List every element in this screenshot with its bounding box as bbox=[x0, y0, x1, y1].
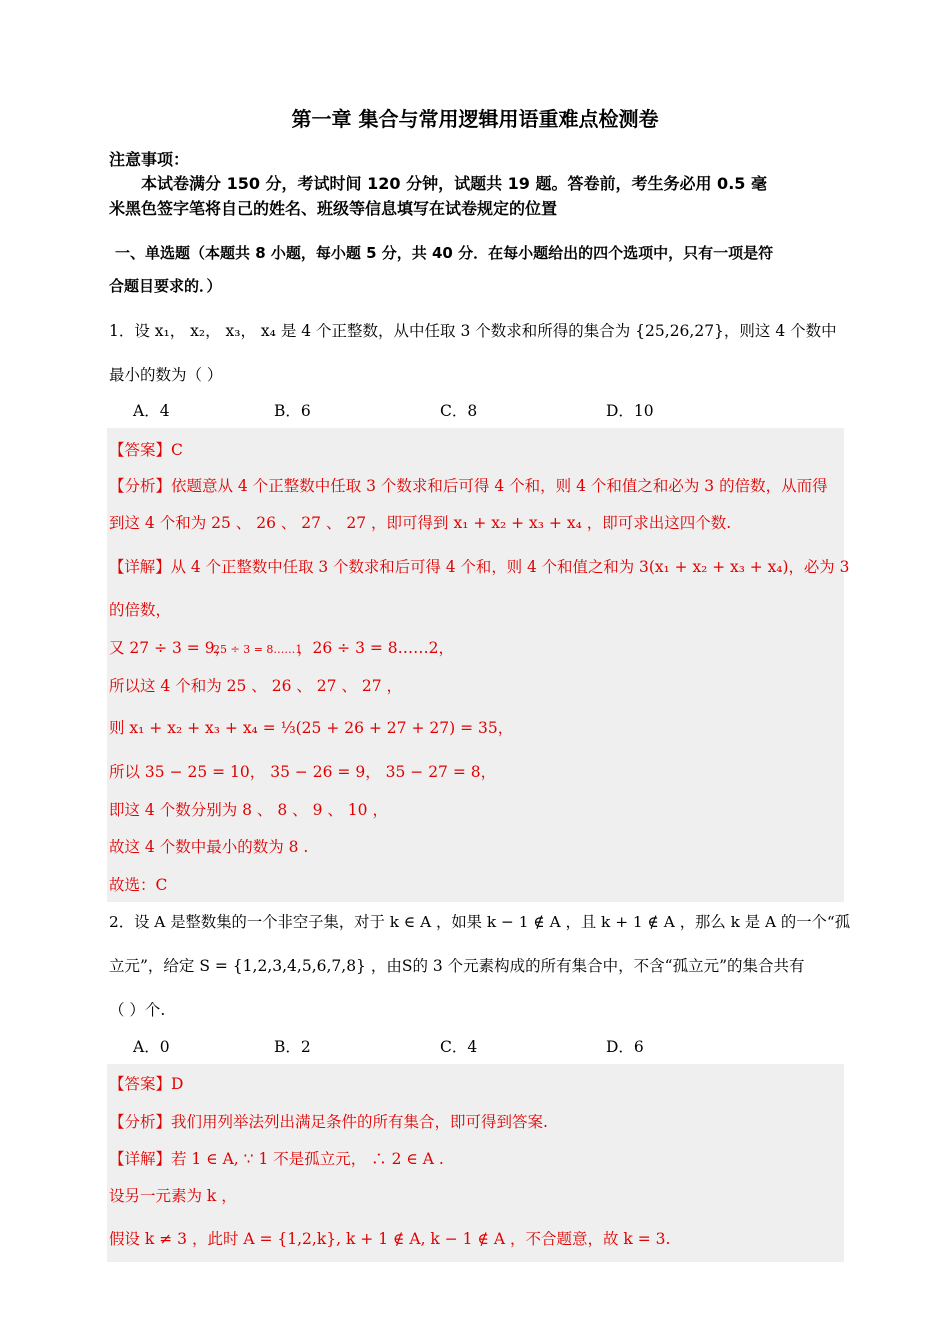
q1-analysis-line-2: 到这 4 个和为 25 、 26 、 27 、 27 ，即可得到 x₁ + x₂ + x₃ + x₄ ，即可求出这四个数. bbox=[109, 514, 732, 532]
q1-option-b: B．6 bbox=[274, 402, 311, 420]
q2-detail-line-2: 设另一元素为 k ， bbox=[109, 1187, 237, 1205]
q1-stem-line-2: 最小的数为（ ） bbox=[109, 366, 223, 384]
q1-detail-line-1: 【详解】从 4 个正整数中任取 3 个数求和后可得 4 个和，则 4 个和值之和为 3(x₁ + x₂ + x₃ + x₄)，必为 3 bbox=[109, 558, 850, 576]
q1-option-c: C．8 bbox=[440, 402, 478, 420]
section-heading-line-2: 合题目要求的．） bbox=[109, 277, 222, 295]
q2-analysis: 【分析】我们用列举法列出满足条件的所有集合，即可得到答案. bbox=[109, 1113, 548, 1131]
page-title: 第一章 集合与常用逻辑用语重难点检测卷 bbox=[291, 107, 659, 131]
q1-detail-line-3b: 25 ÷ 3 = 8……1 bbox=[213, 643, 303, 656]
notice-line-2: 米黑色签字笔将自己的姓名、班级等信息填写在试卷规定的位置 bbox=[109, 199, 558, 218]
q2-detail-line-3: 假设 k ≠ 3 ，此时 A = {1,2,k}, k + 1 ∉ A, k − 1 ∉ A ，不合题意，故 k = 3. bbox=[109, 1230, 671, 1248]
q2-option-c: C．4 bbox=[440, 1038, 478, 1056]
q1-option-d: D．10 bbox=[606, 402, 654, 420]
q1-final-choice: 故选：C bbox=[109, 876, 168, 894]
q2-option-a: A．0 bbox=[133, 1038, 170, 1056]
q1-solution-panel bbox=[107, 428, 844, 902]
q1-detail-line-4: 所以这 4 个和为 25 、 26 、 27 、 27 ， bbox=[109, 677, 403, 695]
q1-detail-line-5: 则 x₁ + x₂ + x₃ + x₄ = ⅓(25 + 26 + 27 + 27) = 35， bbox=[109, 719, 514, 737]
q1-detail-line-2: 的倍数， bbox=[109, 601, 172, 619]
q1-stem-line-1: 1．设 x₁， x₂， x₃， x₄ 是 4 个正整数，从中任取 3 个数求和所得的集合为 {25,26,27}，则这 4 个数中 bbox=[109, 322, 837, 340]
q1-option-a: A．4 bbox=[133, 402, 170, 420]
q1-detail-line-7: 即这 4 个数分别为 8 、 8 、 9 、 10 ， bbox=[109, 801, 388, 819]
q1-detail-line-3a: 又 27 ÷ 3 = 9， bbox=[109, 639, 231, 657]
q2-answer: 【答案】D bbox=[109, 1075, 184, 1093]
q1-answer: 【答案】C bbox=[109, 441, 183, 459]
q1-detail-line-3c: ，26 ÷ 3 = 8……2， bbox=[297, 639, 454, 657]
notice-heading: 注意事项： bbox=[109, 150, 190, 169]
q2-stem-line-2: 立元”，给定 S = {1,2,3,4,5,6,7,8} ，由S的 3 个元素构成的所有集合中，不含“孤立元”的集合共有 bbox=[109, 957, 805, 975]
q2-option-b: B．2 bbox=[274, 1038, 311, 1056]
q2-detail-line-1: 【详解】若 1 ∈ A, ∵ 1 不是孤立元， ∴ 2 ∈ A . bbox=[109, 1150, 444, 1168]
section-heading-line-1: 一、单选题（本题共 8 小题，每小题 5 分，共 40 分．在每小题给出的四个选项中，只有一项是符 bbox=[115, 244, 774, 262]
q1-detail-line-8: 故这 4 个数中最小的数为 8 . bbox=[109, 838, 309, 856]
q2-option-d: D．6 bbox=[606, 1038, 644, 1056]
notice-line-1: 本试卷满分 150 分，考试时间 120 分钟，试题共 19 题。答卷前，考生务必用 0.5 毫 bbox=[141, 174, 767, 193]
q2-stem-line-1: 2．设 A 是整数集的一个非空子集，对于 k ∈ A ，如果 k − 1 ∉ A ，且 k + 1 ∉ A ，那么 k 是 A 的一个“孤 bbox=[109, 913, 851, 931]
q1-analysis-line-1: 【分析】依题意从 4 个正整数中任取 3 个数求和后可得 4 个和，则 4 个和值之和必为 3 的倍数，从而得 bbox=[109, 477, 828, 495]
q2-stem-line-3: （ ）个. bbox=[109, 1001, 166, 1019]
q1-detail-line-6: 所以 35 − 25 = 10， 35 − 26 = 9， 35 − 27 = 8， bbox=[109, 763, 497, 781]
